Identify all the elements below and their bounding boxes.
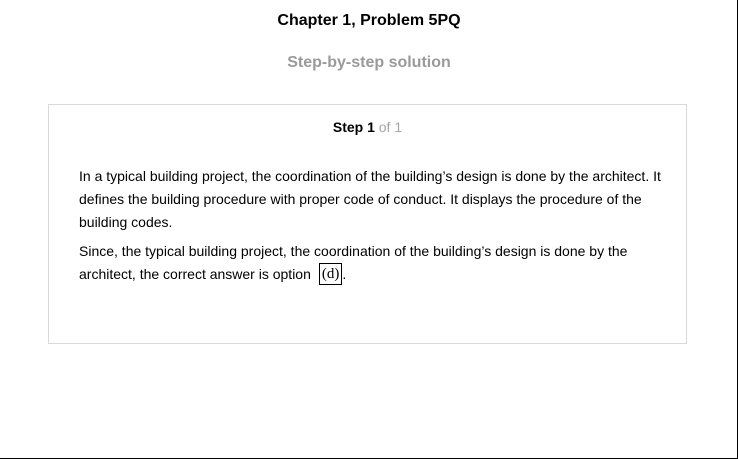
chapter-title: Chapter 1, Problem 5PQ (277, 12, 461, 29)
step-paragraph-2-text: Since, the typical building project, the coordination of the building’s design is done by the architect, the correct answer is option (79, 243, 628, 282)
step-paragraph-2-end: . (342, 266, 347, 282)
answer-box: (d) (319, 263, 343, 285)
step-body (79, 165, 664, 292)
step-header (49, 119, 686, 135)
step-card (48, 104, 687, 344)
solution-subtitle: Step-by-step solution (287, 54, 451, 71)
step-label: Step 1 (332, 119, 375, 135)
step-paragraph-1: In a typical building project, the coordination of the building’s design is done by the architect. It defines the building procedure with proper code of conduct. It displays the procedure of the building codes. (79, 168, 661, 230)
step-total: of 1 (378, 119, 403, 135)
step-paragraph-2 (79, 240, 664, 286)
